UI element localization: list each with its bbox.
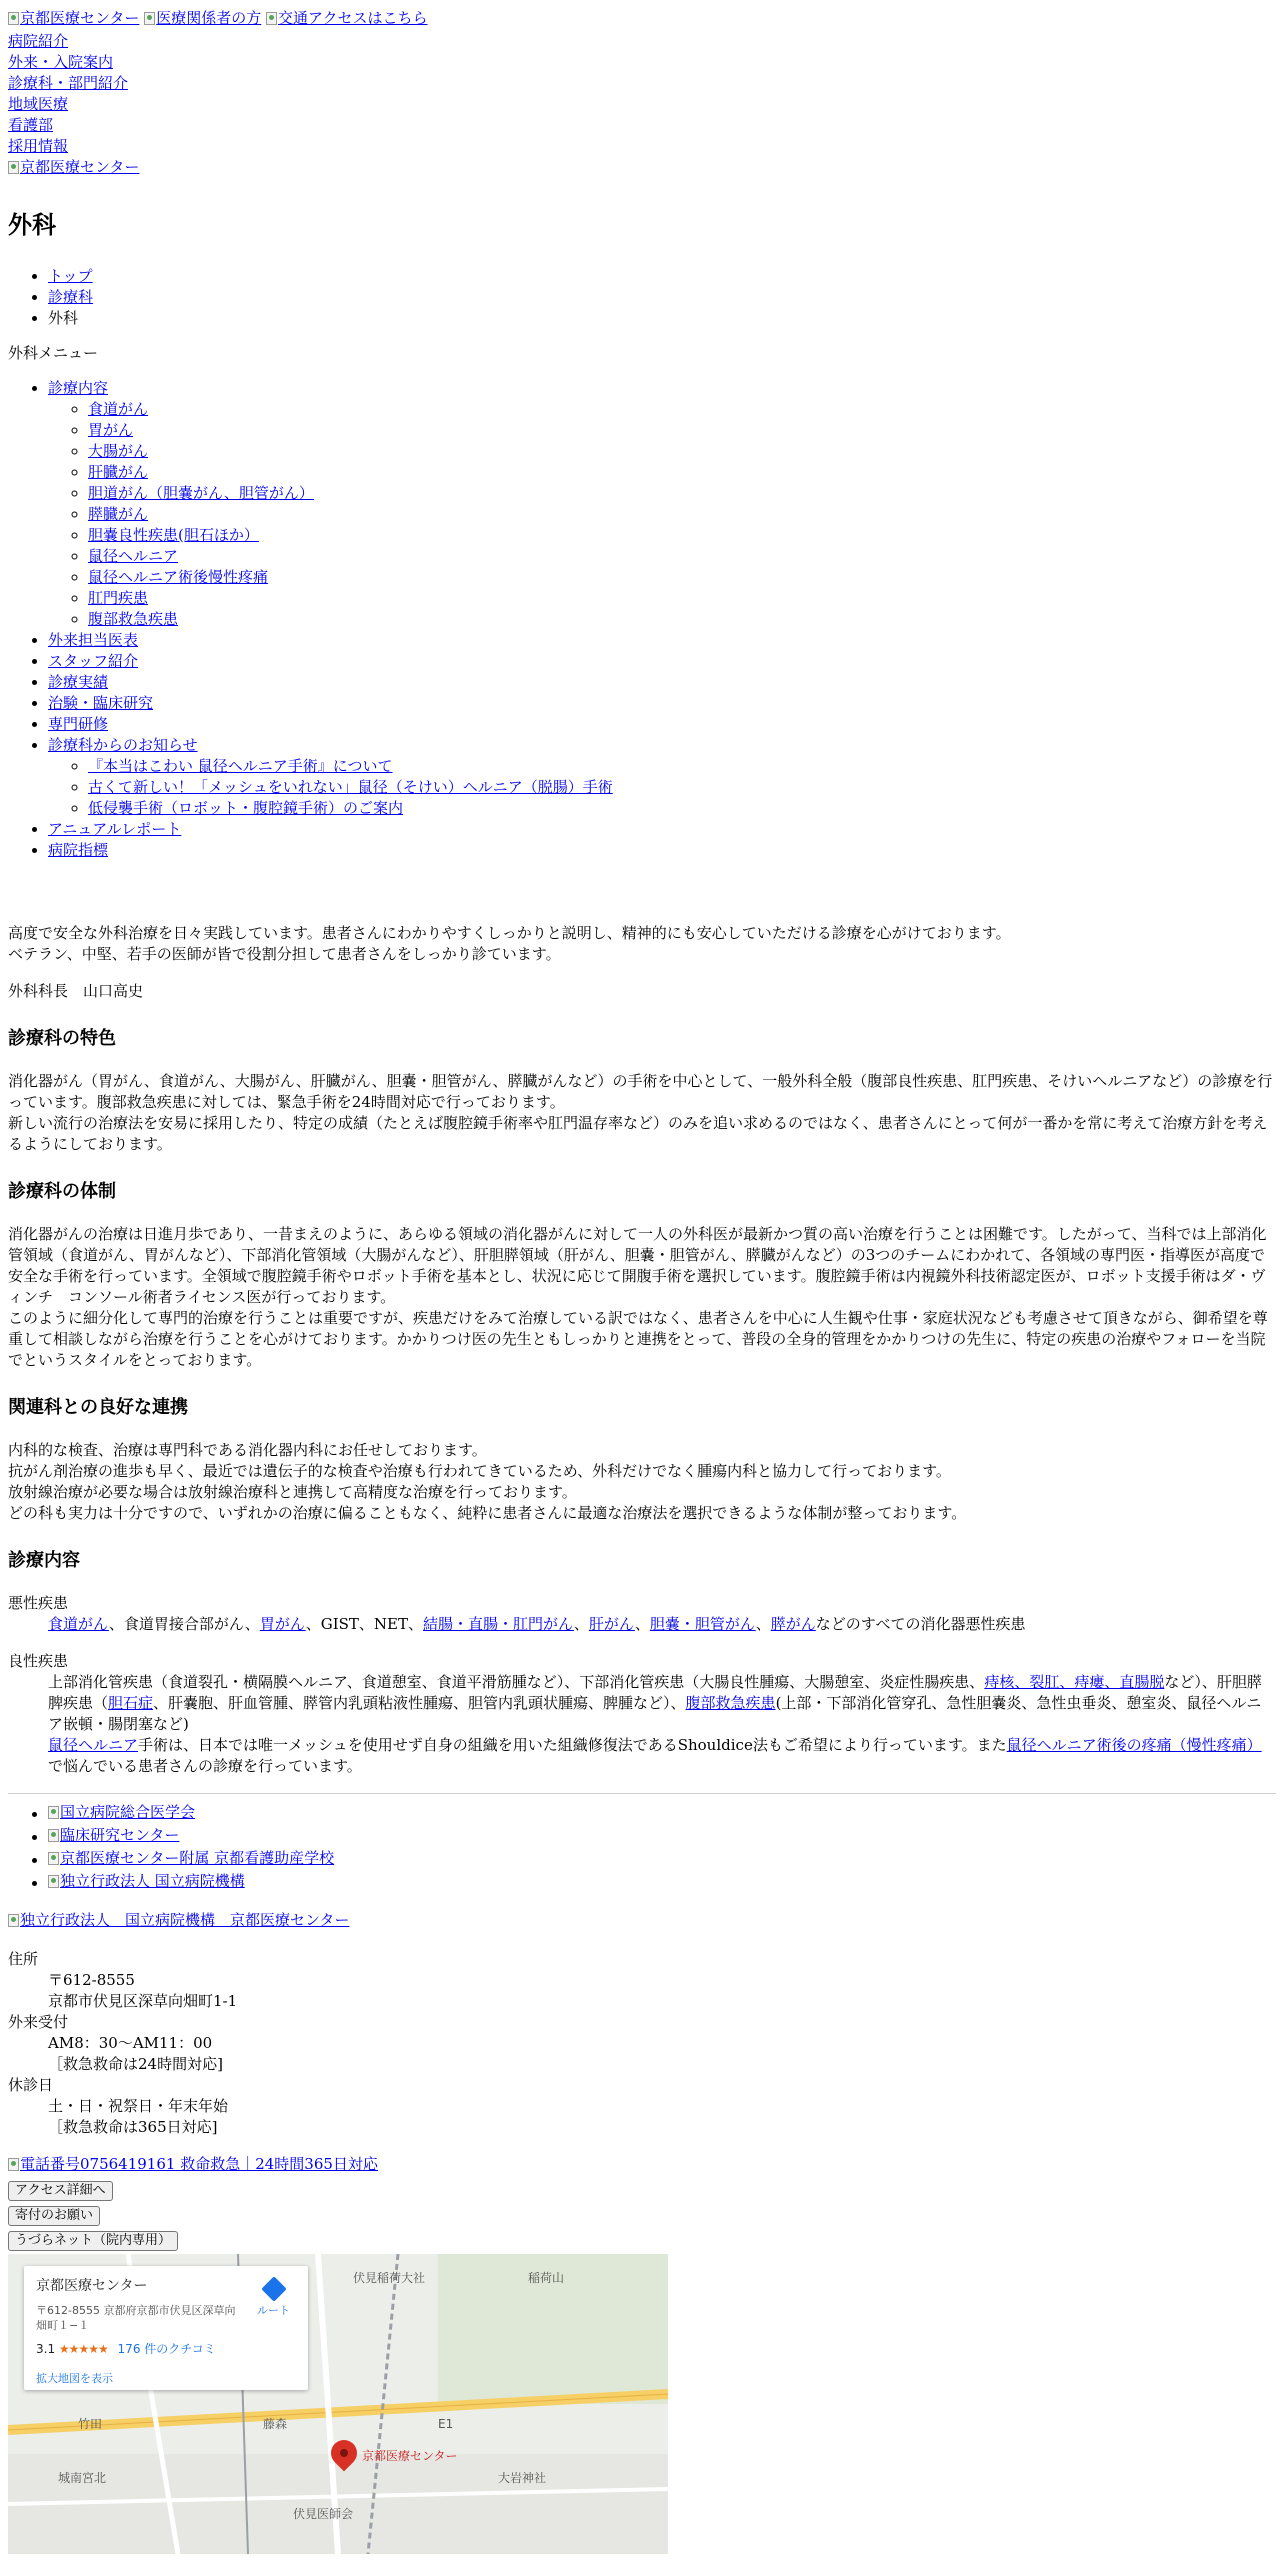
department-menu: [8, 378, 1276, 861]
intro-line: ベテラン、中堅、若手の医師が皆で役割分担して患者さんをしっかり診ています。: [8, 945, 561, 963]
banner-link-nursing-school[interactable]: • 京都医療センター附属 京都看護助産学校: [48, 1848, 334, 1869]
nav-recruitment[interactable]: 採用情報: [8, 137, 69, 155]
submenu-item: [88, 399, 1276, 420]
footer-logo-link[interactable]: 独立行政法人 国立病院機構 京都医療センター: [8, 1910, 349, 1931]
benign-text: 上部消化管疾患（食道裂孔・横隔膜ヘルニア、食道憩室、食道平滑筋腫など）、下部消化管疾患（大腸良性腫瘍、大腸憩室、炎症性腸疾患、: [48, 1673, 985, 1691]
cooperation-line: 放射線治療が必要な場合は放射線治療科と連携して高精度な治療を行っております。: [8, 1483, 577, 1501]
menu-item: [48, 693, 1276, 714]
cooperation-line: 内科的な検査、治療は専門科である消化器内科にお任せしております。: [8, 1441, 487, 1459]
benign-term: 良性疾患: [8, 1652, 69, 1670]
nav-outpatient-inpatient[interactable]: 外来・入院案内: [8, 53, 114, 71]
hospital-info: [8, 1949, 1276, 2138]
malignant-text: 、: [755, 1615, 771, 1633]
pancreatic-cancer-link[interactable]: 膵がん: [770, 1615, 816, 1633]
broken-image-icon: [48, 1829, 59, 1842]
inguinal-hernia-link[interactable]: 鼠径ヘルニア: [48, 1736, 139, 1754]
malignant-text: などのすべての消化器悪性疾患: [815, 1615, 1026, 1633]
esophageal-cancer-link[interactable]: 食道がん: [48, 1615, 109, 1633]
map-label: 大岩神社: [498, 2471, 547, 2485]
map-label: 稲荷山: [528, 2271, 565, 2285]
closed-value: [48, 2096, 1276, 2138]
submenu-link[interactable]: 鼠径ヘルニア: [88, 547, 179, 565]
map-place-name: 京都医療センター: [36, 2278, 148, 2294]
submenu-link[interactable]: 鼠径ヘルニア術後慢性疼痛: [88, 568, 269, 586]
submenu-item: [88, 441, 1276, 462]
hernia-pain-link[interactable]: 鼠径ヘルニア術後の疼痛（慢性疼痛）: [1006, 1736, 1262, 1754]
malignant-text: 、食道胃接合部がん、: [108, 1615, 260, 1633]
benign-desc: [48, 1672, 1276, 1777]
banner-link-nho[interactable]: • 独立行政法人 国立病院機構: [48, 1871, 245, 1892]
banner-link-national-hospital-congress[interactable]: • 国立病院総合医学会: [48, 1802, 195, 1823]
access-link[interactable]: 交通アクセスはこちら: [266, 8, 428, 29]
section-heading-system: 診療科の体制: [8, 1181, 116, 1202]
menu-link-news[interactable]: 診療科からのお知らせ: [48, 736, 198, 754]
liver-cancer-link[interactable]: 肝がん: [588, 1615, 635, 1633]
cooperation-line: どの科も実力は十分ですので、いずれかの治療に偏ることもなく、純粋に患者さんに最適な治療法を選択できるような体制が整っております。: [8, 1504, 967, 1522]
submenu-link[interactable]: 胆嚢良性疾患(胆石ほか）: [88, 526, 259, 544]
map-larger-link[interactable]: 拡大地図を表示: [36, 2372, 113, 2385]
submenu-link[interactable]: 腹部救急疾患: [88, 610, 179, 628]
outpatient-note: ［救急救命は24時間対応]: [48, 2055, 223, 2073]
broken-image-icon: [144, 12, 155, 25]
benign-text: など）、肝胆膵脾疾患（: [48, 1673, 1262, 1712]
footer-banner-item: [48, 1871, 1276, 1894]
nav-departments[interactable]: 診療科・部門紹介: [8, 74, 129, 92]
closed-term: 休診日: [8, 2076, 54, 2094]
submenu-item: [88, 546, 1276, 567]
submenu-link[interactable]: 『本当はこわい 鼠径ヘルニア手術』について: [88, 757, 393, 775]
menu-link-hospital-indicators[interactable]: 病院指標: [48, 841, 109, 859]
menu-item: [48, 840, 1276, 861]
header-logo-link-2[interactable]: 京都医療センター: [8, 157, 139, 178]
address-value: [48, 1970, 1276, 2012]
phone-block: [8, 2154, 1276, 2177]
submenu-link[interactable]: 肝臓がん: [88, 463, 149, 481]
benign-text: 、肝嚢胞、肝血管腫、膵管内乳頭粘液性腫瘍、胆管内乳頭状腫瘍、脾腫など）、: [153, 1694, 686, 1712]
submenu-item: [88, 462, 1276, 483]
intro-text: [8, 923, 1276, 965]
menu-link-staff[interactable]: スタッフ紹介: [48, 652, 139, 670]
submenu-item: [88, 525, 1276, 546]
menu-link-annual-report[interactable]: アニュアルレポート: [48, 820, 182, 838]
broken-image-icon: [266, 12, 277, 25]
anal-disease-link[interactable]: 痔核、裂肛、痔瘻、直腸脱: [984, 1673, 1165, 1691]
outpatient-hours: AM8：30～AM11：00: [48, 2034, 213, 2052]
submenu-item: [88, 609, 1276, 630]
menu-link-clinical-research[interactable]: 治験・臨床研究: [48, 694, 154, 712]
footer-banner-links: [8, 1802, 1276, 1894]
menu-link-content[interactable]: 診療内容: [48, 379, 109, 397]
footer-logo-block: [8, 1910, 1276, 1933]
broken-image-icon: [8, 161, 19, 174]
malignant-desc: [48, 1614, 1276, 1635]
menu-link-training[interactable]: 専門研修: [48, 715, 109, 733]
submenu-link[interactable]: 大腸がん: [88, 442, 149, 460]
gastric-cancer-link[interactable]: 胃がん: [259, 1615, 306, 1633]
nav-hospital-intro[interactable]: 病院紹介: [8, 32, 69, 50]
map-label: 藤森: [263, 2417, 288, 2431]
submenu-link[interactable]: 古くて新しい！「メッシュをいれない」鼠径（そけい）ヘルニア（脱腸）手術: [88, 778, 613, 796]
banner-link-clinical-research-center[interactable]: • 臨床研究センター: [48, 1825, 179, 1846]
map-pin-label: 京都医療センター: [362, 2449, 458, 2463]
system-line: 消化器がんの治療は日進月歩であり、一昔まえのように、あらゆる領域の消化器がんに対して一人の外科医が最新かつ質の高い治療を行うことは困難です。したがって、当科では上部消化管領域（食道がん、胃がんなど）、下部消化管領域（大腸がんなど）、肝胆膵領域（肝がん、胆嚢・胆管がん、膵臓がんなど）の3つのチームにわかれて、各領域の専門医・指導医が高度で安全な手術を行っています。全領域で腹腔鏡手術やロボット手術を基本とし、状況に応じて開腹手術を選択しています。腹腔鏡手術は内視鏡外科技術認定医が、ロボット支援手術はダ・ヴィンチ コンソール術者ライセンス医が行っております。: [8, 1225, 1267, 1306]
map-route-label: ルート: [257, 2304, 290, 2317]
map-label: 伏見医師会: [293, 2507, 354, 2521]
submenu-item: [88, 420, 1276, 441]
submenu-item: [88, 567, 1276, 588]
submenu-item: [88, 798, 1276, 819]
outpatient-term: 外来受付: [8, 2013, 69, 2031]
malignant-term: 悪性疾患: [8, 1594, 69, 1612]
map-label: 竹田: [78, 2417, 103, 2431]
submenu-link[interactable]: 膵臓がん: [88, 505, 149, 523]
abdominal-emergency-link[interactable]: 腹部救急疾患: [685, 1694, 776, 1712]
system-text: [8, 1224, 1276, 1371]
page-title: 外科: [8, 210, 56, 239]
features-text: [8, 1071, 1276, 1155]
menu-title: 外科メニュー: [8, 344, 99, 362]
broken-image-icon: [48, 1852, 59, 1865]
breadcrumb-current: • 外科: [48, 308, 1276, 329]
menu-item: [48, 651, 1276, 672]
malignant-text: 、GIST、NET、: [305, 1615, 423, 1633]
colorectal-cancer-link[interactable]: 結腸・直腸・肛門がん: [423, 1615, 574, 1633]
star-rating-icon: ★★★★★: [58, 2342, 108, 2356]
outpatient-value: [48, 2033, 1276, 2075]
nav-regional-medicine[interactable]: 地域医療: [8, 95, 69, 113]
menu-item: [48, 672, 1276, 693]
section-heading-features: 診療科の特色: [8, 1028, 116, 1049]
map-info-card: [24, 2266, 308, 2390]
broken-image-icon: [48, 1806, 59, 1819]
submenu-item: [88, 756, 1276, 777]
map-rating-row: [36, 2339, 296, 2360]
map-rating: 3.1: [36, 2342, 56, 2356]
breadcrumb-item: [48, 287, 1276, 308]
gallstone-link[interactable]: 胆石症: [108, 1694, 154, 1712]
benign-text: (上部・下部消化管穿孔、急性胆嚢炎、急性虫垂炎、憩室炎、鼠径ヘルニア嵌頓・腸閉塞など): [48, 1694, 1262, 1733]
access-detail-button[interactable]: アクセス詳細へ: [8, 2181, 113, 2201]
submenu: [48, 399, 1276, 630]
benign-text: で悩んでいる患者さんの診療を行っています。: [48, 1757, 362, 1775]
map-route-button[interactable]: [257, 2280, 290, 2321]
medical-staff-link[interactable]: 医療関係者の方: [144, 8, 261, 29]
menu-item: [48, 735, 1276, 819]
breadcrumb-top-link[interactable]: トップ: [48, 267, 93, 285]
benign-text: 手術は、日本では唯一メッシュを使用せず自身の組織を用いた組織修復法であるShouldice法もご希望により行っています。また: [138, 1736, 1007, 1754]
submenu: [48, 756, 1276, 819]
breadcrumb-item: [48, 266, 1276, 287]
submenu-item: [88, 483, 1276, 504]
divider: [8, 1793, 1276, 1794]
map-label: 伏見稲荷大社: [353, 2271, 426, 2285]
submenu-link[interactable]: 胃がん: [88, 421, 134, 439]
site-header: [8, 8, 1276, 180]
submenu-link[interactable]: 肛門疾患: [88, 589, 149, 607]
phone-link[interactable]: 電話番号0756419161 救命救急｜24時間365日対応: [8, 2154, 378, 2175]
system-line: このように細分化して専門的治療を行うことは重要ですが、疾患だけをみて治療している訳ではなく、患者さんを中心に人生観や仕事・家庭状況なども考慮させて頂きながら、御希望を尊重して相談しながら治療を行うことを心がけております。かかりつけ医の先生ともしっかりと連携をとって、普段の全身的管理をかかりつけの先生に、特定の疾患の治療やフォローを当院でというスタイルをとっております。: [8, 1309, 1268, 1369]
biliary-cancer-link[interactable]: 胆嚢・胆管がん: [649, 1615, 756, 1633]
footer-banner-item: [48, 1802, 1276, 1825]
breadcrumb: [8, 266, 1276, 329]
map-highway-edge: [8, 2394, 668, 2430]
broken-image-icon: [8, 12, 19, 25]
submenu-link[interactable]: 食道がん: [88, 400, 149, 418]
menu-link-results[interactable]: 診療実績: [48, 673, 109, 691]
broken-image-icon: [48, 1875, 59, 1888]
submenu-link[interactable]: 胆道がん（胆嚢がん、胆管がん）: [88, 484, 314, 502]
map-reviews-link[interactable]: 176 件のクチコミ: [117, 2342, 216, 2356]
menu-item: [48, 630, 1276, 651]
closed-note: ［救急救命は365日対応]: [48, 2118, 218, 2136]
submenu-item: [88, 504, 1276, 525]
header-logo-link[interactable]: 京都医療センター: [8, 8, 139, 29]
menu-link-outpatient-schedule[interactable]: 外来担当医表: [48, 631, 139, 649]
chief-signature: 外科科長 山口高史: [8, 982, 144, 1000]
breadcrumb-departments-link[interactable]: 診療科: [48, 288, 94, 306]
footer-buttons: [8, 2179, 1276, 2254]
intro-line: 高度で安全な外科治療を日々実践しています。患者さんにわかりやすくしっかりと説明し、精神的にも安心していただける診療を心がけております。: [8, 924, 1011, 942]
menu-item: [48, 714, 1276, 735]
section-heading-cooperation: 関連科との良好な連携: [8, 1397, 188, 1418]
broken-image-icon: [8, 1914, 19, 1927]
submenu-item: [88, 777, 1276, 798]
submenu-link[interactable]: 低侵襲手術（ロボット・腹腔鏡手術）のご案内: [88, 799, 404, 817]
menu-item: [48, 378, 1276, 630]
cooperation-line: 抗がん剤治療の進歩も早く、最近では遺伝子的な検査や治療も行われてきているため、外科だけでなく腫瘍内科と協力して行っております。: [8, 1462, 951, 1480]
zip-code: 〒612-8555: [48, 1971, 135, 1989]
nav-nursing[interactable]: 看護部: [8, 116, 54, 134]
features-line: 消化器がん（胃がん、食道がん、大腸がん、肝臓がん、胆嚢・胆管がん、膵臓がんなど）の手術を中心として、一般外科全般（腹部良性疾患、肛門疾患、そけいヘルニアなど）の診療を行っています。腹部救急疾患に対しては、緊急手術を24時間対応で行っております。: [8, 1072, 1273, 1111]
directions-icon: [261, 2276, 286, 2301]
closed-days: 土・日・祝祭日・年末年始: [48, 2097, 229, 2115]
phone-icon: [8, 2158, 19, 2171]
section-heading-content: 診療内容: [8, 1550, 80, 1571]
intranet-button[interactable]: うづらネット（院内専用）: [8, 2231, 178, 2251]
features-line: 新しい流行の治療法を安易に採用したり、特定の成績（たとえば腹腔鏡手術率や肛門温存率など）のみを追い求めるのではなく、患者さんにとって何が一番かを常に考えて治療方針を考えるようにしております。: [8, 1114, 1268, 1153]
address-term: 住所: [8, 1950, 39, 1968]
map-place-address: 〒612-8555 京都府京都市伏見区深草向畑町１−１: [36, 2304, 236, 2332]
footer-banner-item: [48, 1848, 1276, 1871]
disease-list: [8, 1593, 1276, 1777]
map-label: 城南宮北: [58, 2471, 107, 2485]
footer-banner-item: [48, 1825, 1276, 1848]
menu-item: [48, 819, 1276, 840]
donation-button[interactable]: 寄付のお願い: [8, 2206, 100, 2226]
cooperation-text: [8, 1440, 1276, 1524]
google-map[interactable]: [8, 2254, 668, 2554]
malignant-text: 、: [573, 1615, 589, 1633]
malignant-text: 、: [634, 1615, 650, 1633]
submenu-item: [88, 588, 1276, 609]
address-text: 京都市伏見区深草向畑町1-1: [48, 1992, 238, 2010]
map-label: E1: [438, 2417, 454, 2431]
